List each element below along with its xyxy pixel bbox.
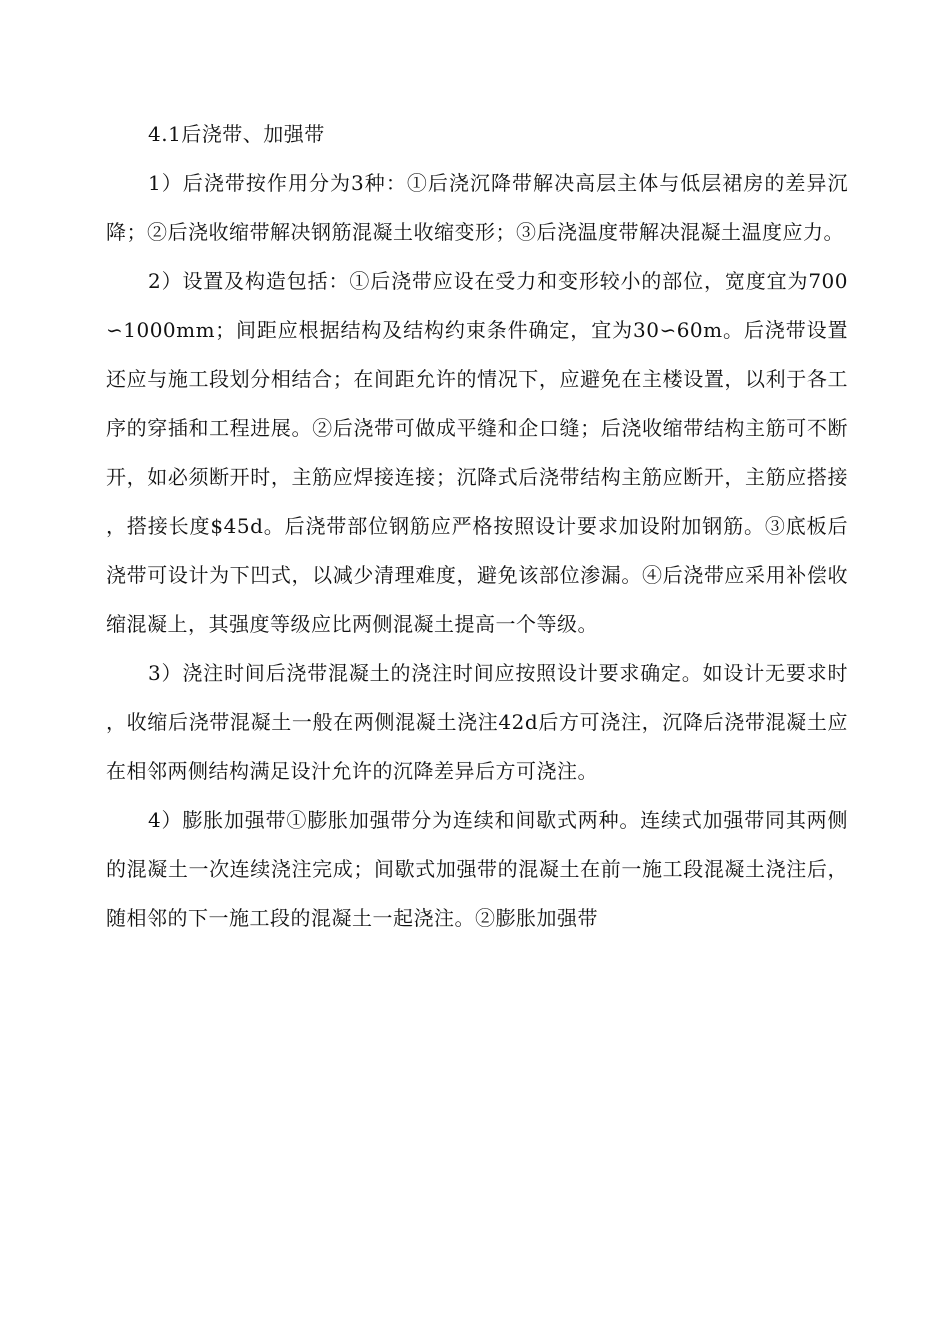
paragraph-1: 1）后浇带按作用分为3种：①后浇沉降带解决高层主体与低层裙房的差异沉降；②后浇收缩带解决钢筋混凝土收缩变形；③后浇温度带解决混凝土温度应力。 — [106, 171, 848, 244]
paragraph-4: 4）膨胀加强带①膨胀加强带分为连续和间歇式两种。连续式加强带同其两侧的混凝土一次连续浇注完成；间歇式加强带的混凝土在前一施工段混凝土浇注后，随相邻的下一施工段的混凝土一起浇注。②膨胀加强带 — [106, 808, 848, 930]
section-heading: 4.1后浇带、加强带 — [148, 122, 325, 146]
paragraph-2: 2）设置及构造包括：①后浇带应设在受力和变形较小的部位，宽度宜为700∽1000mm；间距应根据结构及结构约束条件确定，宜为30∽60m。后浇带设置还应与施工段划分相结合；在间距允许的情况下，应避免在主楼设置，以利于各工序的穿插和工程进展。②后浇带可做成平缝和企口缝；后浇收缩带结构主筋可不断开，如必须断开时，主筋应焊接连接；沉降式后浇带结构主筋应断开，主筋应搭接，搭接长度$45d。后浇带部位钢筋应严格按照设计要求加设附加钢筋。③底板后浇带可设计为下凹式，以减少清理难度，避免该部位渗漏。④后浇带应采用补偿收缩混凝上，其强度等级应比两侧混凝土提高一个等级。 — [106, 269, 848, 636]
document-body — [106, 110, 848, 943]
paragraph-3: 3）浇注时间后浇带混凝土的浇注时间应按照设计要求确定。如设计无要求时，收缩后浇带混凝土一般在两侧混凝土浇注42d后方可浇注，沉降后浇带混凝土应在相邻两侧结构满足设汁允许的沉降差异后方可浇注。 — [106, 661, 848, 783]
